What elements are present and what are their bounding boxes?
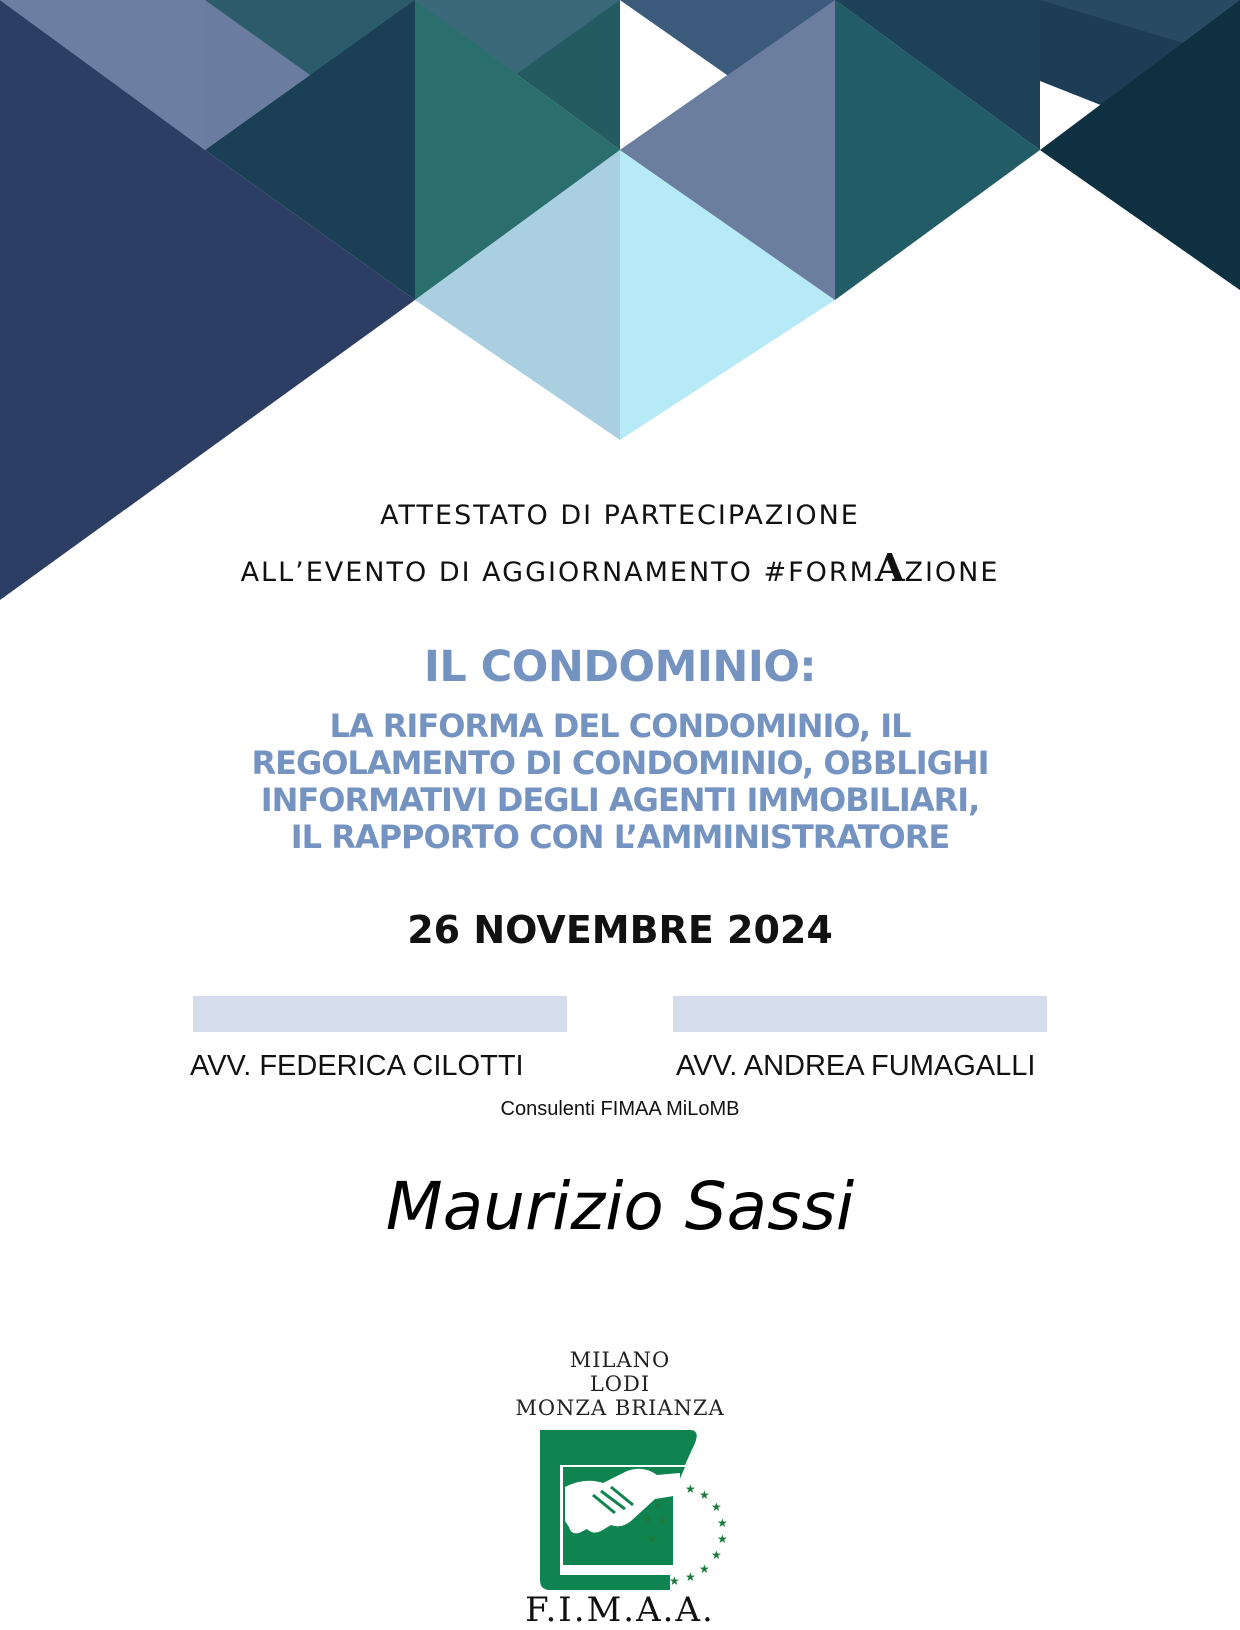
- svg-text:★: ★: [653, 1498, 664, 1512]
- event-subtitle-line: LA RIFORMA DEL CONDOMINIO, IL: [329, 707, 911, 745]
- logo-organization-name: F.I.M.A.A.: [525, 1590, 715, 1630]
- participant-name: Maurizio Sassi: [385, 1168, 855, 1245]
- heading-accent-letter: A: [874, 545, 905, 590]
- svg-text:★: ★: [685, 1482, 696, 1496]
- logo-city-3: MONZA BRIANZA: [515, 1396, 725, 1420]
- speaker-name-1: AVV. FEDERICA CILOTTI: [190, 1050, 524, 1082]
- event-date: 26 NOVEMBRE 2024: [407, 908, 833, 952]
- logo-city-2: LODI: [589, 1372, 651, 1396]
- signature-bar-1: [193, 996, 567, 1032]
- event-subtitle-line: IL RAPPORTO CON L’AMMINISTRATORE: [290, 818, 950, 856]
- svg-text:★: ★: [711, 1500, 722, 1514]
- event-subtitle: [100, 708, 1140, 856]
- event-subtitle-line: REGOLAMENTO DI CONDOMINIO, OBBLIGHI: [251, 744, 989, 782]
- svg-text:★: ★: [699, 1562, 710, 1576]
- certificate-heading-line-1: ATTESTATO DI PARTECIPAZIONE: [380, 500, 860, 531]
- event-title: IL CONDOMINIO:: [423, 642, 817, 692]
- heading-suffix: ZIONE: [904, 557, 1000, 588]
- svg-text:★: ★: [685, 1570, 696, 1584]
- heading-prefix: ALL’EVENTO DI AGGIORNAMENTO #FORM: [240, 557, 875, 588]
- svg-text:★: ★: [717, 1516, 728, 1530]
- speaker-name-2: AVV. ANDREA FUMAGALLI: [676, 1050, 1036, 1082]
- svg-text:★: ★: [711, 1548, 722, 1562]
- fimaa-handshake-logo-icon: [535, 1425, 760, 1595]
- speakers-role: Consulenti FIMAA MiLoMB: [500, 1098, 740, 1120]
- svg-text:★: ★: [699, 1488, 710, 1502]
- svg-text:★: ★: [657, 1514, 668, 1528]
- signature-bar-2: [673, 996, 1047, 1032]
- svg-text:★: ★: [647, 1532, 658, 1546]
- svg-text:★: ★: [669, 1574, 680, 1588]
- logo-city-1: MILANO: [569, 1348, 671, 1372]
- certificate-heading-line-2: [0, 545, 1240, 590]
- event-subtitle-line: INFORMATIVI DEGLI AGENTI IMMOBILIARI,: [260, 781, 980, 819]
- svg-text:★: ★: [643, 1512, 654, 1526]
- svg-text:★: ★: [717, 1532, 728, 1546]
